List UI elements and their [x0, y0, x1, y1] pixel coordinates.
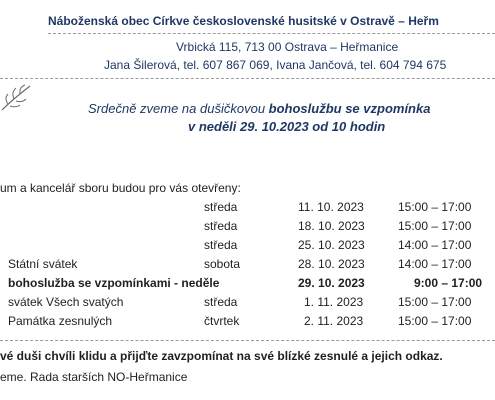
- schedule-row: [0, 295, 495, 314]
- invitation-line-1: [88, 101, 430, 116]
- schedule-intro: um a kancelář sboru budou pro vás otevřeny:: [0, 181, 241, 195]
- schedule-day: středa: [204, 238, 238, 252]
- schedule-time: 9:00 – 17:00: [414, 276, 483, 290]
- schedule-time: 15:00 – 17:00: [398, 200, 472, 214]
- closing-message: vé duši chvíli klidu a přijďte zavzpomínat na své blízké zesnulé a jejich odkaz.: [0, 349, 443, 363]
- invitation-emphasis: bohoslužbu se vzpomínka: [268, 101, 431, 116]
- header-bottom-divider: [0, 78, 495, 79]
- invitation-prefix: Srdečně zveme na dušičkovou: [88, 101, 269, 116]
- schedule-event: svátek Všech svatých: [8, 295, 124, 309]
- schedule-day: středa: [204, 219, 238, 233]
- schedule-date: 1. 11. 2023: [304, 295, 364, 309]
- schedule-time: 14:00 – 17:00: [398, 238, 472, 252]
- schedule-date: 25. 10. 2023: [298, 238, 365, 252]
- schedule-day: čtvrtek: [204, 314, 240, 328]
- schedule-time: 15:00 – 17:00: [398, 314, 472, 328]
- schedule-time: 15:00 – 17:00: [398, 295, 472, 309]
- schedule-time: 14:00 – 17:00: [398, 257, 472, 271]
- schedule-date: 29. 10. 2023: [298, 276, 365, 290]
- schedule-day: středa: [204, 295, 238, 309]
- schedule-date: 2. 11. 2023: [304, 314, 364, 328]
- header-divider: [48, 33, 495, 34]
- schedule-event: Památka zesnulých: [8, 314, 113, 328]
- header-address: Vrbická 115, 713 00 Ostrava – Heřmanice: [176, 40, 399, 54]
- schedule-time: 15:00 – 17:00: [398, 219, 472, 233]
- schedule-row: [0, 314, 495, 333]
- schedule-event: bohoslužba se vzpomínkami - neděle: [8, 276, 220, 290]
- schedule-date: 11. 10. 2023: [298, 200, 364, 214]
- schedule-row: [0, 238, 495, 257]
- schedule-date: 18. 10. 2023: [298, 219, 365, 233]
- header-contacts: Jana Šilerová, tel. 607 867 069, Ivana Jančová, tel. 604 794 675: [104, 58, 447, 72]
- invitation-line-2: v neděli 29. 10.2023 od 10 hodin: [188, 119, 386, 134]
- schedule-row-highlight: [0, 276, 495, 295]
- schedule-row: [0, 257, 495, 276]
- schedule-date: 28. 10. 2023: [298, 257, 365, 271]
- closing-signature: eme. Rada starších NO-Heřmanice: [0, 370, 188, 384]
- schedule-day: sobota: [204, 257, 241, 271]
- church-logo-icon: [0, 80, 34, 114]
- schedule-day: středa: [204, 200, 238, 214]
- schedule-row: [0, 219, 495, 238]
- schedule-row: [0, 200, 495, 219]
- schedule-event: Státní svátek: [8, 257, 78, 271]
- header-title: Náboženská obec Církve československé husitské v Ostravě – Heřm: [48, 14, 439, 28]
- footer-divider: [0, 340, 495, 341]
